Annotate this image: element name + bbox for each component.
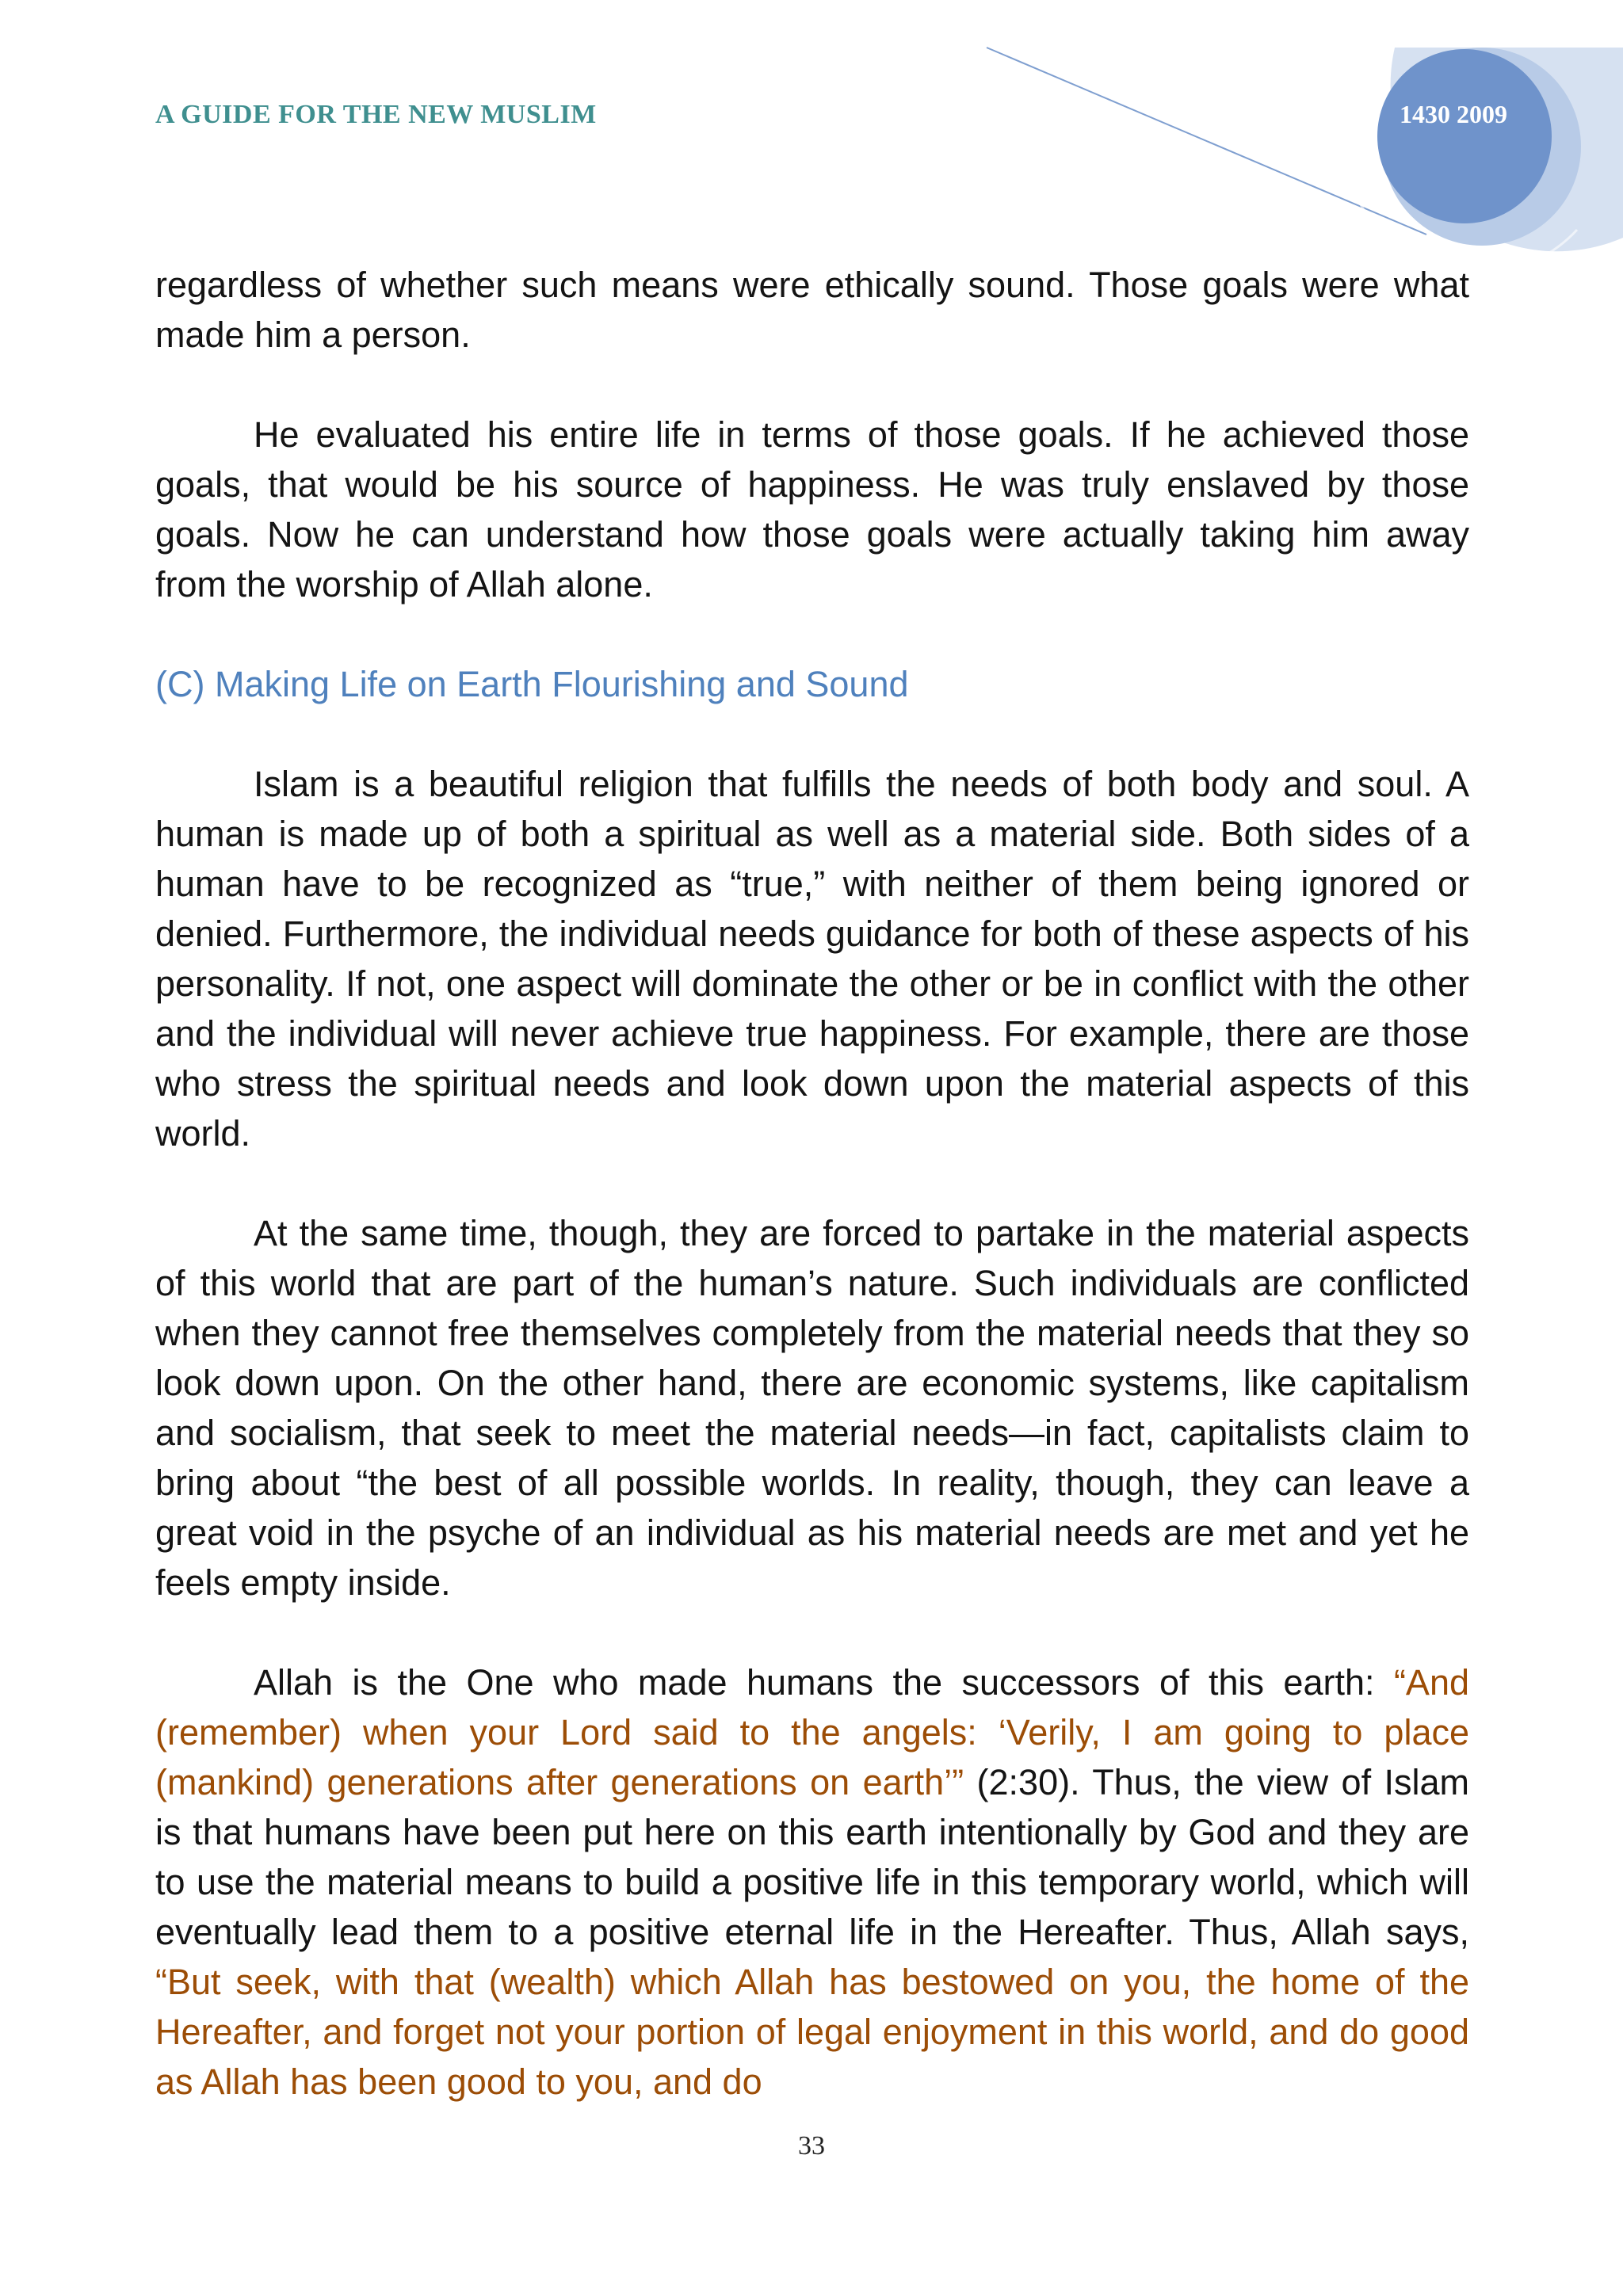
running-header-year: 1430 2009 bbox=[1400, 100, 1507, 128]
paragraph-text: (2:30). Thus, the view of Islam is that humans have been put here on this earth intentionally by God and they are to use the material means to build a positive life in this temporary world, which will eventually lead them to a positive eternal life in the Hereafter. Thus, Allah says, bbox=[155, 1762, 1470, 1952]
quran-quote: “And (remember) when your Lord said to the angels: ‘Verily, I am going to place (mankind) generations after generations on earth’” bbox=[155, 1662, 1469, 1802]
paragraph-material-aspects: At the same time, though, they are forced to partake in the material aspects of this world that are part of the human’s nature. Such individuals are conflicted when they cannot free themselves completely from the material needs that they so look down upon. On the other hand, there are economic systems, like capitalism and socialism, that seek to meet the material needs—in fact, capitalists claim to bring about “the best of all possible worlds. In reality, though, they can leave a great void in the psyche of an individual as his material needs are met and yet he feels empty inside. bbox=[155, 1213, 1469, 1603]
paragraph-successors bbox=[155, 1657, 1469, 2107]
page-number: 33 bbox=[798, 2131, 825, 2161]
running-header-title: A GUIDE FOR THE NEW MUSLIM bbox=[155, 100, 597, 129]
page-body bbox=[155, 260, 1469, 2107]
paragraph-text: Allah is the One who made humans the successors of this earth: bbox=[254, 1662, 1394, 1703]
paragraph-goals: He evaluated his entire life in terms of those goals. If he achieved those goals, that would be his source of happiness. He was truly enslaved by those goals. Now he can understand how those goals were actually taking him away from the worship of Allah alone. bbox=[155, 414, 1469, 605]
paragraph-body-soul: Islam is a beautiful religion that fulfills the needs of both body and soul. A human is made up of both a spiritual as well as a material side. Both sides of a human have to be recognized as “true,” with neither of them being ignored or denied. Furthermore, the individual needs guidance for both of these aspects of his personality. If not, one aspect will dominate the other or be in conflict with the other and the individual will never achieve true happiness. For example, there are those who stress the spiritual needs and look down upon the material aspects of this world. bbox=[155, 764, 1469, 1154]
quran-quote: “But seek, with that (wealth) which Allah has bestowed on you, the home of the Hereafter, and forget not your portion of legal enjoyment in this world, and do good as Allah has been good to you, and do bbox=[155, 1962, 1469, 2102]
paragraph-continued: regardless of whether such means were ethically sound. Those goals were what made him a person. bbox=[155, 265, 1469, 355]
section-heading-c: (C) Making Life on Earth Flourishing and Sound bbox=[155, 664, 909, 704]
header-decoration bbox=[0, 0, 1623, 285]
